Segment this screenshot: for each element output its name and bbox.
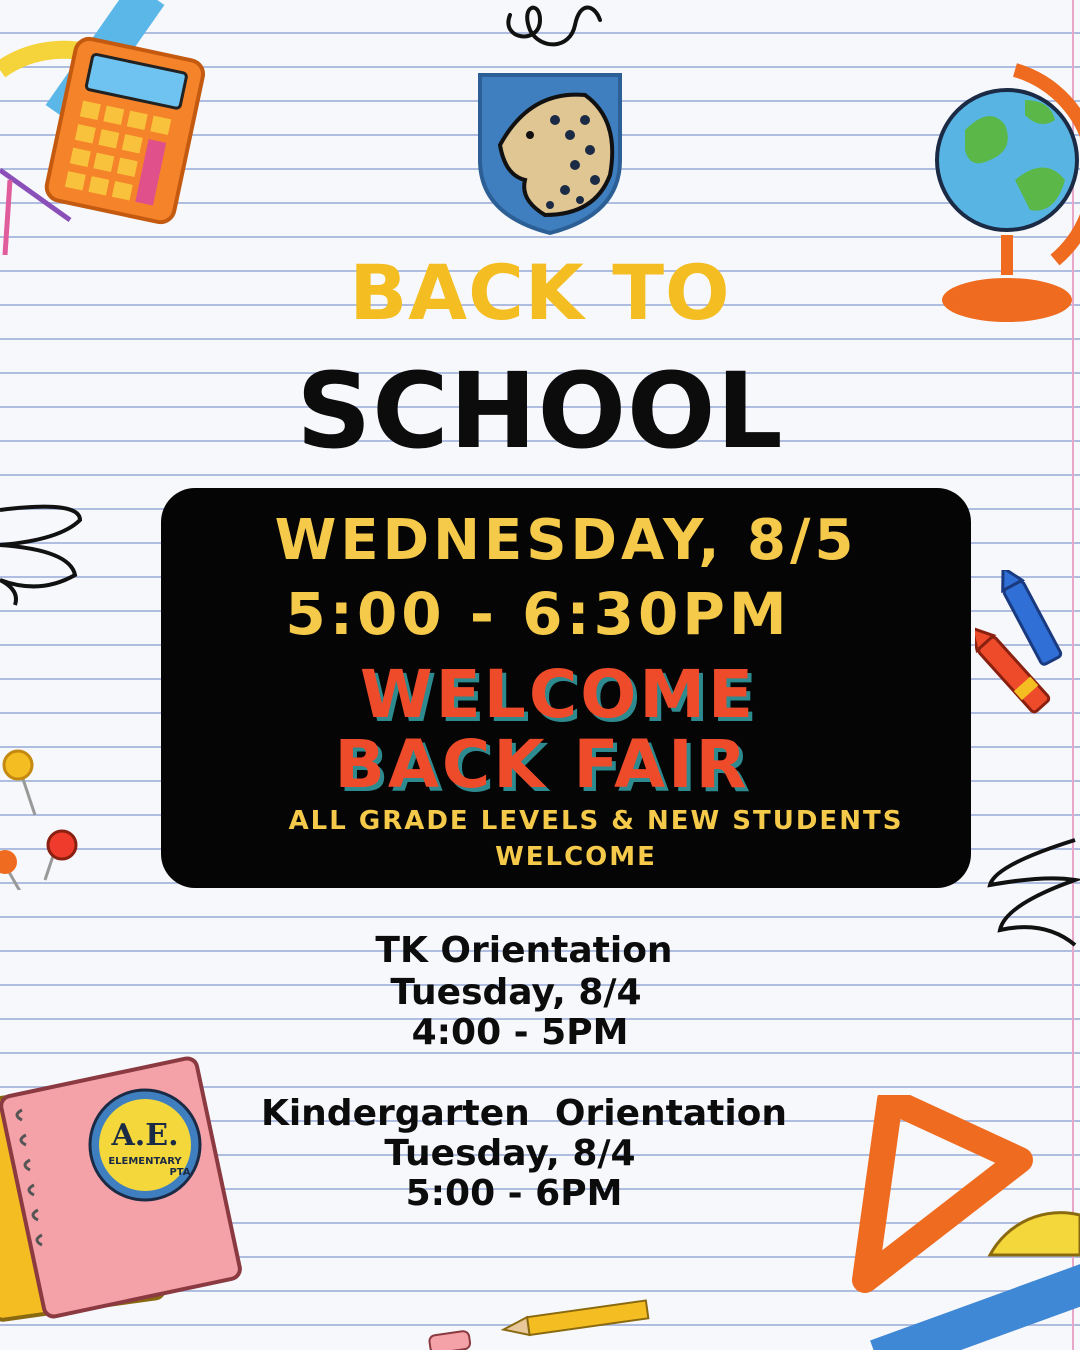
tk-orientation-title: TK Orientation (375, 930, 673, 971)
pencil-icon (418, 1295, 668, 1350)
event-info-box (161, 488, 971, 888)
event-name-line-1: WELCOME (359, 656, 757, 733)
tk-orientation-time: 4:00 - 5PM (411, 1012, 629, 1053)
headline-line-1: BACK TO (349, 248, 731, 337)
event-note-line-1: ALL GRADE LEVELS & NEW STUDENTS (288, 806, 904, 836)
headline-line-2: SCHOOL (296, 350, 784, 472)
jaguar-shield-logo (470, 65, 632, 237)
pta-logo-main: A.E. (111, 1118, 179, 1153)
pushpin-icon (0, 740, 90, 890)
tk-orientation-date: Tuesday, 8/4 (390, 972, 642, 1013)
pta-logo-pta: PTA (169, 1167, 191, 1178)
event-name-line-2: BACK FAIR (334, 726, 750, 803)
pta-logo-sub: ELEMENTARY (108, 1156, 182, 1167)
kindergarten-orientation-date: Tuesday, 8/4 (384, 1133, 636, 1174)
calculator-icon (0, 0, 210, 270)
protractor-icon (990, 1213, 1080, 1255)
kindergarten-orientation-time: 5:00 - 6PM (405, 1173, 623, 1214)
event-time: 5:00 - 6:30PM (285, 580, 791, 648)
event-note-line-2: WELCOME (495, 842, 657, 872)
crayon-icon (975, 570, 1080, 715)
kindergarten-orientation-title: Kindergarten Orientation (260, 1093, 788, 1134)
event-date: WEDNESDAY, 8/5 (274, 508, 858, 573)
scribble-icon (0, 500, 90, 610)
scribble-icon (500, 0, 620, 55)
